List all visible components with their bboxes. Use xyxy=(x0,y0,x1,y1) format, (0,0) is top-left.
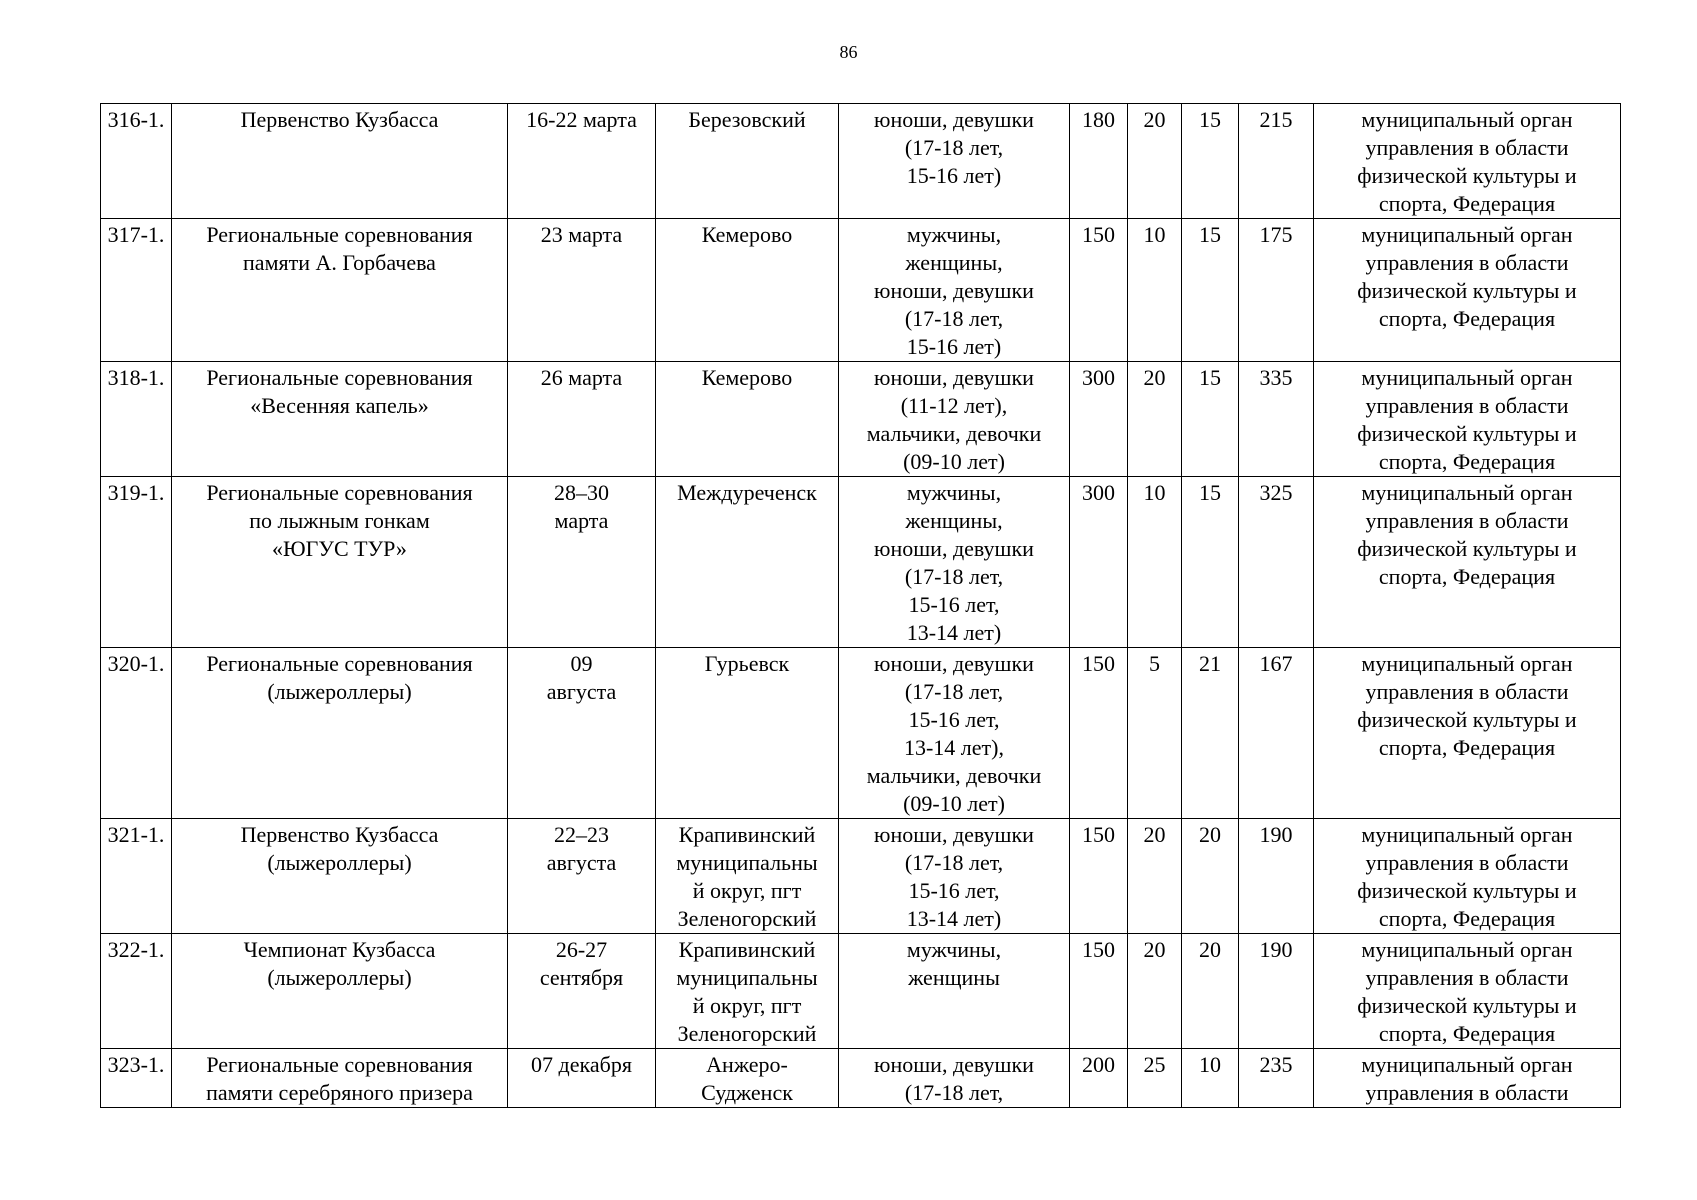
count-total: 325 xyxy=(1239,477,1314,648)
count-2: 5 xyxy=(1128,648,1182,819)
event-dates: 26-27 сентября xyxy=(508,934,656,1049)
organizer: муниципальный орган управления в области xyxy=(1314,1049,1621,1108)
count-total: 190 xyxy=(1239,934,1314,1049)
count-2: 25 xyxy=(1128,1049,1182,1108)
count-2: 20 xyxy=(1128,819,1182,934)
event-name: Первенство Кузбасса (лыжероллеры) xyxy=(172,819,508,934)
count-1: 150 xyxy=(1070,648,1128,819)
count-total: 190 xyxy=(1239,819,1314,934)
event-dates: 07 декабря xyxy=(508,1049,656,1108)
page-number: 86 xyxy=(839,42,858,62)
count-1: 150 xyxy=(1070,819,1128,934)
count-3: 20 xyxy=(1182,819,1239,934)
count-1: 180 xyxy=(1070,104,1128,219)
row-number: 322-1. xyxy=(101,934,172,1049)
organizer: муниципальный орган управления в области физической культуры и спорта, Федерация xyxy=(1314,819,1621,934)
event-dates: 23 марта xyxy=(508,219,656,362)
events-table xyxy=(100,103,1621,1108)
table-row xyxy=(101,362,1621,477)
count-3: 15 xyxy=(1182,362,1239,477)
count-2: 10 xyxy=(1128,219,1182,362)
event-place: Гурьевск xyxy=(656,648,839,819)
row-number: 318-1. xyxy=(101,362,172,477)
event-name: Первенство Кузбасса xyxy=(172,104,508,219)
event-dates: 26 марта xyxy=(508,362,656,477)
event-name: Региональные соревнования «Весенняя капель» xyxy=(172,362,508,477)
count-3: 20 xyxy=(1182,934,1239,1049)
event-place: Кемерово xyxy=(656,219,839,362)
count-3: 21 xyxy=(1182,648,1239,819)
event-place: Кемерово xyxy=(656,362,839,477)
table-row xyxy=(101,219,1621,362)
table-row xyxy=(101,1049,1621,1108)
table-row xyxy=(101,477,1621,648)
row-number: 323-1. xyxy=(101,1049,172,1108)
count-total: 235 xyxy=(1239,1049,1314,1108)
count-2: 10 xyxy=(1128,477,1182,648)
count-3: 15 xyxy=(1182,219,1239,362)
participants: юноши, девушки (11-12 лет), мальчики, девочки (09-10 лет) xyxy=(839,362,1070,477)
table-body xyxy=(101,104,1621,1108)
count-total: 215 xyxy=(1239,104,1314,219)
count-2: 20 xyxy=(1128,362,1182,477)
count-total: 175 xyxy=(1239,219,1314,362)
participants: мужчины, женщины, юноши, девушки (17-18 лет, 15-16 лет, 13-14 лет) xyxy=(839,477,1070,648)
participants: юноши, девушки (17-18 лет, xyxy=(839,1049,1070,1108)
event-place: Крапивинский муниципальны й округ, пгт Зеленогорский xyxy=(656,934,839,1049)
event-name: Чемпионат Кузбасса (лыжероллеры) xyxy=(172,934,508,1049)
row-number: 316-1. xyxy=(101,104,172,219)
event-name: Региональные соревнования памяти серебряного призера xyxy=(172,1049,508,1108)
organizer: муниципальный орган управления в области физической культуры и спорта, Федерация xyxy=(1314,477,1621,648)
row-number: 319-1. xyxy=(101,477,172,648)
event-name: Региональные соревнования по лыжным гонкам «ЮГУС ТУР» xyxy=(172,477,508,648)
count-2: 20 xyxy=(1128,104,1182,219)
count-total: 335 xyxy=(1239,362,1314,477)
count-1: 150 xyxy=(1070,934,1128,1049)
participants: юноши, девушки (17-18 лет, 15-16 лет) xyxy=(839,104,1070,219)
participants: юноши, девушки (17-18 лет, 15-16 лет, 13-14 лет) xyxy=(839,819,1070,934)
event-dates: 09 августа xyxy=(508,648,656,819)
count-1: 300 xyxy=(1070,362,1128,477)
event-dates: 28–30 марта xyxy=(508,477,656,648)
count-total: 167 xyxy=(1239,648,1314,819)
event-dates: 22–23 августа xyxy=(508,819,656,934)
event-place: Березовский xyxy=(656,104,839,219)
event-place: Крапивинский муниципальны й округ, пгт Зеленогорский xyxy=(656,819,839,934)
organizer: муниципальный орган управления в области физической культуры и спорта, Федерация xyxy=(1314,648,1621,819)
organizer: муниципальный орган управления в области физической культуры и спорта, Федерация xyxy=(1314,104,1621,219)
count-3: 15 xyxy=(1182,104,1239,219)
table-row xyxy=(101,934,1621,1049)
count-3: 10 xyxy=(1182,1049,1239,1108)
organizer: муниципальный орган управления в области физической культуры и спорта, Федерация xyxy=(1314,934,1621,1049)
count-2: 20 xyxy=(1128,934,1182,1049)
participants: мужчины, женщины, юноши, девушки (17-18 лет, 15-16 лет) xyxy=(839,219,1070,362)
count-1: 200 xyxy=(1070,1049,1128,1108)
row-number: 317-1. xyxy=(101,219,172,362)
event-name: Региональные соревнования памяти А. Горбачева xyxy=(172,219,508,362)
table-row xyxy=(101,104,1621,219)
count-1: 150 xyxy=(1070,219,1128,362)
organizer: муниципальный орган управления в области физической культуры и спорта, Федерация xyxy=(1314,362,1621,477)
participants: мужчины, женщины xyxy=(839,934,1070,1049)
row-number: 320-1. xyxy=(101,648,172,819)
event-place: Междуреченск xyxy=(656,477,839,648)
table-row xyxy=(101,819,1621,934)
participants: юноши, девушки (17-18 лет, 15-16 лет, 13-14 лет), мальчики, девочки (09-10 лет) xyxy=(839,648,1070,819)
count-3: 15 xyxy=(1182,477,1239,648)
event-dates: 16-22 марта xyxy=(508,104,656,219)
row-number: 321-1. xyxy=(101,819,172,934)
event-name: Региональные соревнования (лыжероллеры) xyxy=(172,648,508,819)
event-place: Анжеро- Судженск xyxy=(656,1049,839,1108)
table-row xyxy=(101,648,1621,819)
organizer: муниципальный орган управления в области физической культуры и спорта, Федерация xyxy=(1314,219,1621,362)
count-1: 300 xyxy=(1070,477,1128,648)
